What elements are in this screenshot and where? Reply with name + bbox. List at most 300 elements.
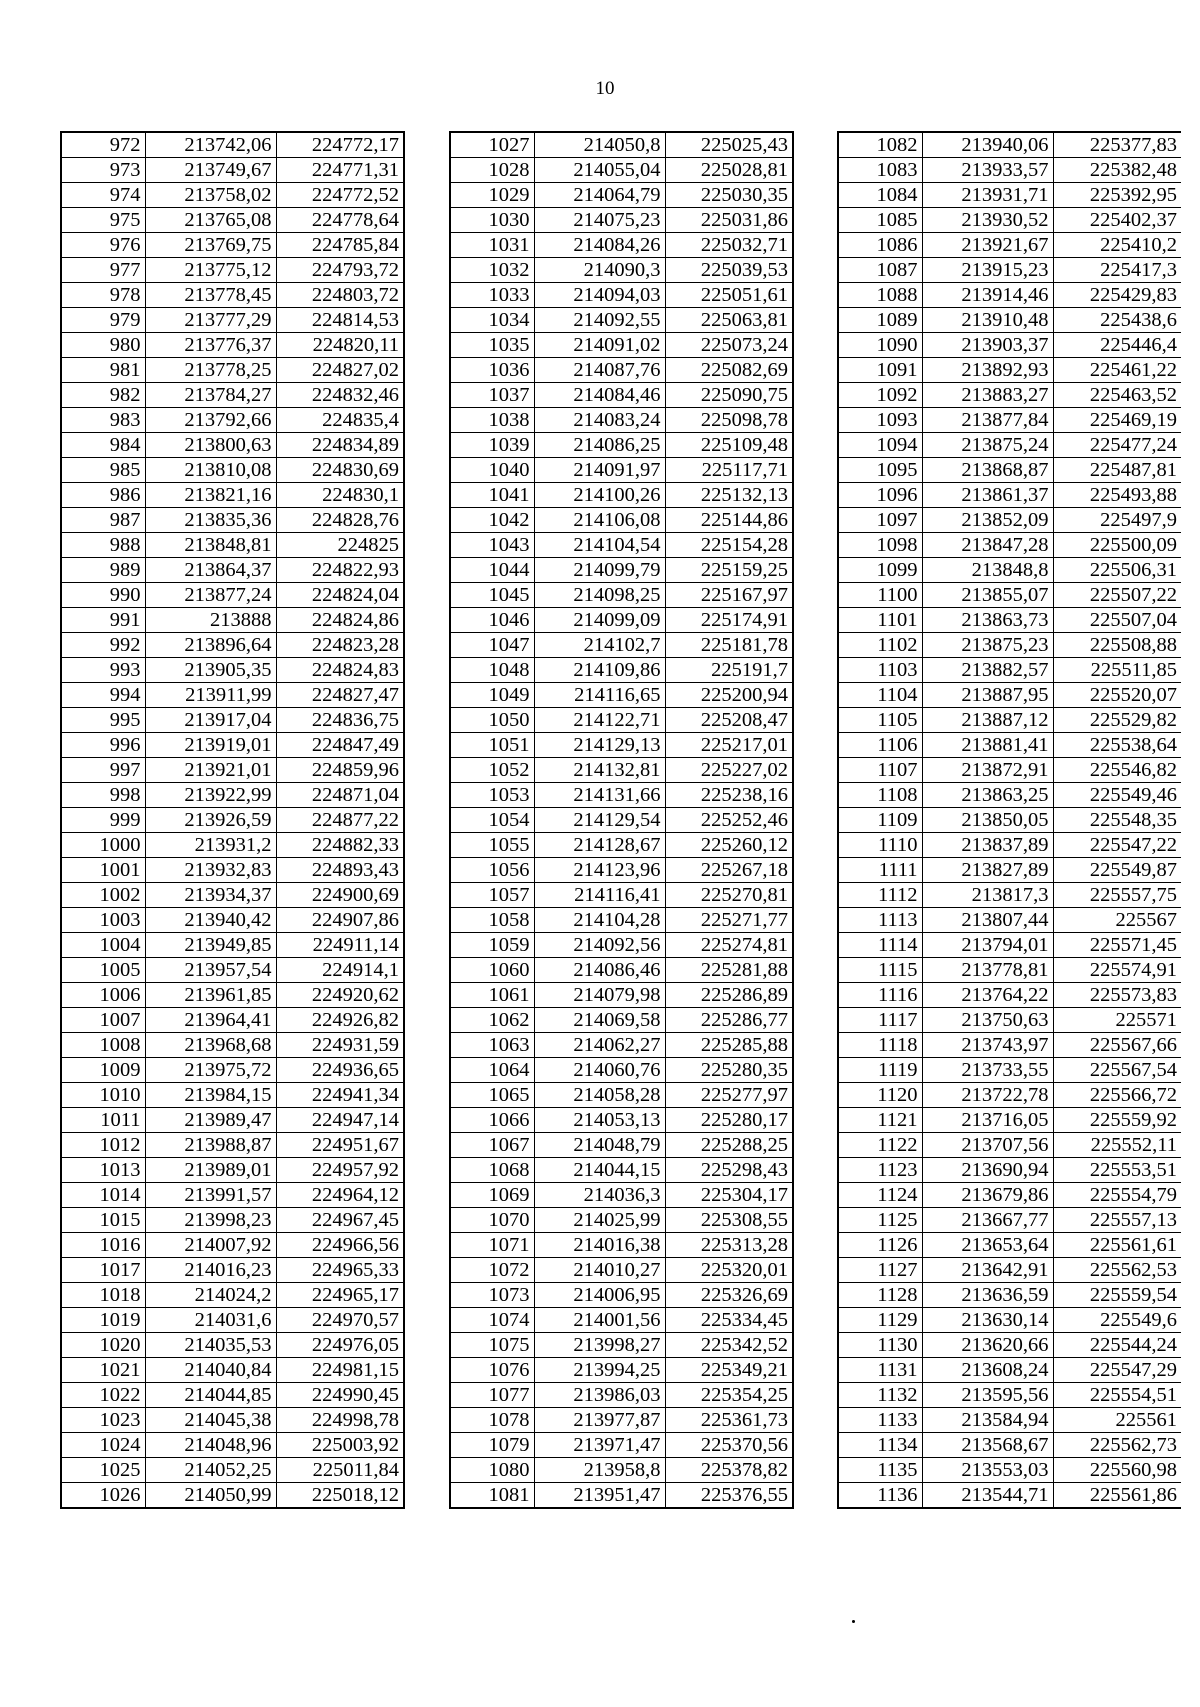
table-row (838, 407, 1181, 432)
point-number-cell: 1039 (450, 432, 534, 457)
y-coordinate-cell: 225562,73 (1053, 1433, 1181, 1458)
table-row (61, 332, 404, 357)
x-coordinate-cell: 214092,56 (534, 933, 665, 958)
point-number-cell: 1056 (450, 857, 534, 882)
table-row (61, 1333, 404, 1358)
table-row (61, 607, 404, 632)
point-number-cell: 983 (61, 407, 145, 432)
y-coordinate-cell: 225238,16 (665, 782, 793, 807)
table-row (61, 357, 404, 382)
point-number-cell: 1025 (61, 1458, 145, 1483)
table-row (450, 682, 793, 707)
table-row (61, 807, 404, 832)
y-coordinate-cell: 224825 (276, 532, 404, 557)
point-number-cell: 1023 (61, 1408, 145, 1433)
point-number-cell: 1133 (838, 1408, 922, 1433)
point-number-cell: 982 (61, 382, 145, 407)
table-row (61, 832, 404, 857)
y-coordinate-cell: 225507,22 (1053, 582, 1181, 607)
table-row (838, 382, 1181, 407)
x-coordinate-cell: 214099,79 (534, 557, 665, 582)
x-coordinate-cell: 214128,67 (534, 832, 665, 857)
x-coordinate-cell: 213776,37 (145, 332, 276, 357)
table-row (450, 1208, 793, 1233)
point-number-cell: 997 (61, 757, 145, 782)
point-number-cell: 1020 (61, 1333, 145, 1358)
point-number-cell: 1043 (450, 532, 534, 557)
point-number-cell: 981 (61, 357, 145, 382)
point-number-cell: 1087 (838, 257, 922, 282)
y-coordinate-cell: 225018,12 (276, 1483, 404, 1508)
point-number-cell: 1007 (61, 1008, 145, 1033)
point-number-cell: 1041 (450, 482, 534, 507)
point-number-cell: 1072 (450, 1258, 534, 1283)
x-coordinate-cell: 214052,25 (145, 1458, 276, 1483)
table-row (838, 182, 1181, 207)
y-coordinate-cell: 225342,52 (665, 1333, 793, 1358)
x-coordinate-cell: 213800,63 (145, 432, 276, 457)
y-coordinate-cell: 225073,24 (665, 332, 793, 357)
point-number-cell: 1117 (838, 1008, 922, 1033)
y-coordinate-cell: 224828,76 (276, 507, 404, 532)
table-row (450, 357, 793, 382)
table-row (838, 1283, 1181, 1308)
table-row (61, 1058, 404, 1083)
table-row (838, 1058, 1181, 1083)
table-row (61, 933, 404, 958)
x-coordinate-cell: 214040,84 (145, 1358, 276, 1383)
point-number-cell: 1077 (450, 1383, 534, 1408)
x-coordinate-cell: 214036,3 (534, 1183, 665, 1208)
x-coordinate-cell: 213769,75 (145, 232, 276, 257)
point-number-cell: 1134 (838, 1433, 922, 1458)
table-row (838, 1108, 1181, 1133)
point-number-cell: 1104 (838, 682, 922, 707)
y-coordinate-cell: 225090,75 (665, 382, 793, 407)
point-number-cell: 986 (61, 482, 145, 507)
table-row (450, 1108, 793, 1133)
point-number-cell: 992 (61, 632, 145, 657)
point-number-cell: 1005 (61, 958, 145, 983)
table-row (450, 582, 793, 607)
x-coordinate-cell: 214123,96 (534, 857, 665, 882)
point-number-cell: 1136 (838, 1483, 922, 1508)
x-coordinate-cell: 214006,95 (534, 1283, 665, 1308)
point-number-cell: 1014 (61, 1183, 145, 1208)
x-coordinate-cell: 214091,97 (534, 457, 665, 482)
point-number-cell: 1070 (450, 1208, 534, 1233)
y-coordinate-cell: 224941,34 (276, 1083, 404, 1108)
x-coordinate-cell: 213750,63 (922, 1008, 1053, 1033)
table-row (838, 933, 1181, 958)
x-coordinate-cell: 213903,37 (922, 332, 1053, 357)
point-number-cell: 1089 (838, 307, 922, 332)
table-row (838, 1258, 1181, 1283)
x-coordinate-cell: 213921,01 (145, 757, 276, 782)
y-coordinate-cell: 225280,35 (665, 1058, 793, 1083)
y-coordinate-cell: 225557,13 (1053, 1208, 1181, 1233)
y-coordinate-cell: 225227,02 (665, 757, 793, 782)
table-row (61, 757, 404, 782)
y-coordinate-cell: 224931,59 (276, 1033, 404, 1058)
y-coordinate-cell: 224967,45 (276, 1208, 404, 1233)
y-coordinate-cell: 225181,78 (665, 632, 793, 657)
y-coordinate-cell: 224926,82 (276, 1008, 404, 1033)
table-row (61, 557, 404, 582)
table-row (450, 507, 793, 532)
y-coordinate-cell: 225200,94 (665, 682, 793, 707)
point-number-cell: 1001 (61, 857, 145, 882)
y-coordinate-cell: 225560,98 (1053, 1458, 1181, 1483)
point-number-cell: 973 (61, 157, 145, 182)
table-row (61, 1358, 404, 1383)
x-coordinate-cell: 214025,99 (534, 1208, 665, 1233)
y-coordinate-cell: 225566,72 (1053, 1083, 1181, 1108)
point-number-cell: 1105 (838, 707, 922, 732)
y-coordinate-cell: 225497,9 (1053, 507, 1181, 532)
table-row (61, 1283, 404, 1308)
table-row (450, 1483, 793, 1508)
point-number-cell: 1054 (450, 807, 534, 832)
y-coordinate-cell: 225349,21 (665, 1358, 793, 1383)
point-number-cell: 1003 (61, 907, 145, 932)
y-coordinate-cell: 225159,25 (665, 557, 793, 582)
table-row (450, 1233, 793, 1258)
y-coordinate-cell: 225174,91 (665, 607, 793, 632)
y-coordinate-cell: 225552,11 (1053, 1133, 1181, 1158)
table-row (838, 1358, 1181, 1383)
point-number-cell: 1093 (838, 407, 922, 432)
y-coordinate-cell: 225378,82 (665, 1458, 793, 1483)
x-coordinate-cell: 214050,8 (534, 132, 665, 157)
y-coordinate-cell: 225544,24 (1053, 1333, 1181, 1358)
x-coordinate-cell: 213931,71 (922, 182, 1053, 207)
y-coordinate-cell: 225334,45 (665, 1308, 793, 1333)
x-coordinate-cell: 214116,41 (534, 882, 665, 907)
y-coordinate-cell: 224970,57 (276, 1308, 404, 1333)
x-coordinate-cell: 213892,93 (922, 357, 1053, 382)
x-coordinate-cell: 213994,25 (534, 1358, 665, 1383)
table-row (61, 1083, 404, 1108)
table-row (61, 1308, 404, 1333)
point-number-cell: 1079 (450, 1433, 534, 1458)
x-coordinate-cell: 213915,23 (922, 257, 1053, 282)
table-row (450, 832, 793, 857)
x-coordinate-cell: 214010,27 (534, 1258, 665, 1283)
table-row (838, 282, 1181, 307)
point-number-cell: 1125 (838, 1208, 922, 1233)
x-coordinate-cell: 214079,98 (534, 983, 665, 1008)
point-number-cell: 1076 (450, 1358, 534, 1383)
point-number-cell: 1051 (450, 732, 534, 757)
y-coordinate-cell: 225326,69 (665, 1283, 793, 1308)
y-coordinate-cell: 225567,66 (1053, 1033, 1181, 1058)
x-coordinate-cell: 214131,66 (534, 782, 665, 807)
y-coordinate-cell: 224836,75 (276, 707, 404, 732)
table-row (450, 307, 793, 332)
y-coordinate-cell: 225208,47 (665, 707, 793, 732)
point-number-cell: 977 (61, 257, 145, 282)
x-coordinate-cell: 213887,95 (922, 682, 1053, 707)
x-coordinate-cell: 213848,81 (145, 532, 276, 557)
point-number-cell: 1108 (838, 782, 922, 807)
point-number-cell: 1083 (838, 157, 922, 182)
table-row (450, 707, 793, 732)
x-coordinate-cell: 213630,14 (922, 1308, 1053, 1333)
point-number-cell: 1021 (61, 1358, 145, 1383)
y-coordinate-cell: 224947,14 (276, 1108, 404, 1133)
table-row (838, 557, 1181, 582)
table-row (450, 157, 793, 182)
x-coordinate-cell: 213977,87 (534, 1408, 665, 1433)
point-number-cell: 1008 (61, 1033, 145, 1058)
table-row (61, 1458, 404, 1483)
point-number-cell: 1013 (61, 1158, 145, 1183)
y-coordinate-cell: 225571,45 (1053, 933, 1181, 958)
point-number-cell: 1068 (450, 1158, 534, 1183)
table-row (450, 232, 793, 257)
point-number-cell: 1124 (838, 1183, 922, 1208)
point-number-cell: 1118 (838, 1033, 922, 1058)
x-coordinate-cell: 214122,71 (534, 707, 665, 732)
x-coordinate-cell: 214058,28 (534, 1083, 665, 1108)
point-number-cell: 1060 (450, 958, 534, 983)
point-number-cell: 1091 (838, 357, 922, 382)
x-coordinate-cell: 214086,46 (534, 958, 665, 983)
y-coordinate-cell: 224824,86 (276, 607, 404, 632)
point-number-cell: 979 (61, 307, 145, 332)
table-row (838, 1433, 1181, 1458)
point-number-cell: 1029 (450, 182, 534, 207)
x-coordinate-cell: 213584,94 (922, 1408, 1053, 1433)
y-coordinate-cell: 225574,91 (1053, 958, 1181, 983)
point-number-cell: 1115 (838, 958, 922, 983)
table-row (61, 432, 404, 457)
y-coordinate-cell: 224803,72 (276, 282, 404, 307)
table-row (838, 132, 1181, 157)
x-coordinate-cell: 213872,91 (922, 757, 1053, 782)
table-row (450, 757, 793, 782)
x-coordinate-cell: 214087,76 (534, 357, 665, 382)
table-row (61, 1108, 404, 1133)
y-coordinate-cell: 225361,73 (665, 1408, 793, 1433)
y-coordinate-cell: 225549,87 (1053, 857, 1181, 882)
x-coordinate-cell: 213931,2 (145, 832, 276, 857)
y-coordinate-cell: 225320,01 (665, 1258, 793, 1283)
y-coordinate-cell: 225270,81 (665, 882, 793, 907)
point-number-cell: 1128 (838, 1283, 922, 1308)
x-coordinate-cell: 214048,79 (534, 1133, 665, 1158)
y-coordinate-cell: 225529,82 (1053, 707, 1181, 732)
table-row (450, 457, 793, 482)
y-coordinate-cell: 225028,81 (665, 157, 793, 182)
table-row (838, 757, 1181, 782)
x-coordinate-cell: 213919,01 (145, 732, 276, 757)
point-number-cell: 1059 (450, 933, 534, 958)
table-row (61, 532, 404, 557)
table-row (61, 407, 404, 432)
table-row (838, 632, 1181, 657)
x-coordinate-cell: 213917,04 (145, 707, 276, 732)
y-coordinate-cell: 225039,53 (665, 257, 793, 282)
point-number-cell: 1030 (450, 207, 534, 232)
point-number-cell: 1090 (838, 332, 922, 357)
table-row (61, 1033, 404, 1058)
point-number-cell: 1094 (838, 432, 922, 457)
table-row (61, 732, 404, 757)
point-number-cell: 1086 (838, 232, 922, 257)
y-coordinate-cell: 224920,62 (276, 983, 404, 1008)
table-row (61, 632, 404, 657)
x-coordinate-cell: 213653,64 (922, 1233, 1053, 1258)
point-number-cell: 1049 (450, 682, 534, 707)
table-row (450, 983, 793, 1008)
point-number-cell: 1066 (450, 1108, 534, 1133)
y-coordinate-cell: 224832,46 (276, 382, 404, 407)
point-number-cell: 1100 (838, 582, 922, 607)
point-number-cell: 1053 (450, 782, 534, 807)
y-coordinate-cell: 225281,88 (665, 958, 793, 983)
table-row (838, 1483, 1181, 1508)
page-number: 10 (595, 78, 615, 99)
y-coordinate-cell: 224824,04 (276, 582, 404, 607)
point-number-cell: 1081 (450, 1483, 534, 1508)
table-row (838, 357, 1181, 382)
x-coordinate-cell: 213777,29 (145, 307, 276, 332)
y-coordinate-cell: 224871,04 (276, 782, 404, 807)
y-coordinate-cell: 225417,3 (1053, 257, 1181, 282)
table-row (450, 1058, 793, 1083)
table-row (61, 782, 404, 807)
x-coordinate-cell: 213881,41 (922, 732, 1053, 757)
point-number-cell: 1062 (450, 1008, 534, 1033)
x-coordinate-cell: 213868,87 (922, 457, 1053, 482)
point-number-cell: 1022 (61, 1383, 145, 1408)
x-coordinate-cell: 213930,52 (922, 207, 1053, 232)
y-coordinate-cell: 225549,6 (1053, 1308, 1181, 1333)
x-coordinate-cell: 213807,44 (922, 907, 1053, 932)
x-coordinate-cell: 214132,81 (534, 757, 665, 782)
point-number-cell: 1127 (838, 1258, 922, 1283)
y-coordinate-cell: 225562,53 (1053, 1258, 1181, 1283)
y-coordinate-cell: 224830,1 (276, 482, 404, 507)
y-coordinate-cell: 224820,11 (276, 332, 404, 357)
x-coordinate-cell: 214064,79 (534, 182, 665, 207)
point-number-cell: 1045 (450, 582, 534, 607)
y-coordinate-cell: 225030,35 (665, 182, 793, 207)
y-coordinate-cell: 224859,96 (276, 757, 404, 782)
y-coordinate-cell: 225382,48 (1053, 157, 1181, 182)
point-number-cell: 1004 (61, 933, 145, 958)
x-coordinate-cell: 214129,54 (534, 807, 665, 832)
x-coordinate-cell: 213961,85 (145, 983, 276, 1008)
table-row (61, 1408, 404, 1433)
y-coordinate-cell: 225557,75 (1053, 882, 1181, 907)
table-row (450, 882, 793, 907)
table-row (838, 532, 1181, 557)
point-number-cell: 998 (61, 782, 145, 807)
y-coordinate-cell: 225260,12 (665, 832, 793, 857)
point-number-cell: 1114 (838, 933, 922, 958)
x-coordinate-cell: 213922,99 (145, 782, 276, 807)
table-row (838, 1458, 1181, 1483)
x-coordinate-cell: 213817,3 (922, 882, 1053, 907)
table-row (450, 532, 793, 557)
table-row (450, 1258, 793, 1283)
table-row (450, 857, 793, 882)
point-number-cell: 1109 (838, 807, 922, 832)
y-coordinate-cell: 225098,78 (665, 407, 793, 432)
x-coordinate-cell: 214044,15 (534, 1158, 665, 1183)
x-coordinate-cell: 214109,86 (534, 657, 665, 682)
x-coordinate-cell: 214024,2 (145, 1283, 276, 1308)
table-row (450, 1333, 793, 1358)
point-number-cell: 1116 (838, 983, 922, 1008)
x-coordinate-cell: 213620,66 (922, 1333, 1053, 1358)
x-coordinate-cell: 213778,25 (145, 357, 276, 382)
y-coordinate-cell: 224893,43 (276, 857, 404, 882)
point-number-cell: 1042 (450, 507, 534, 532)
table-row (450, 1383, 793, 1408)
table-row (838, 682, 1181, 707)
y-coordinate-cell: 225288,25 (665, 1133, 793, 1158)
table-row (838, 457, 1181, 482)
y-coordinate-cell: 224914,1 (276, 958, 404, 983)
y-coordinate-cell: 225507,04 (1053, 607, 1181, 632)
table-row (61, 682, 404, 707)
x-coordinate-cell: 213775,12 (145, 257, 276, 282)
point-number-cell: 1050 (450, 707, 534, 732)
point-number-cell: 1107 (838, 757, 922, 782)
y-coordinate-cell: 225573,83 (1053, 983, 1181, 1008)
table-row (450, 382, 793, 407)
y-coordinate-cell: 225561 (1053, 1408, 1181, 1433)
x-coordinate-cell: 214100,26 (534, 482, 665, 507)
point-number-cell: 1131 (838, 1358, 922, 1383)
x-coordinate-cell: 213758,02 (145, 182, 276, 207)
x-coordinate-cell: 213888 (145, 607, 276, 632)
y-coordinate-cell: 225286,89 (665, 983, 793, 1008)
point-number-cell: 1002 (61, 882, 145, 907)
y-coordinate-cell: 225567 (1053, 907, 1181, 932)
point-number-cell: 1057 (450, 882, 534, 907)
y-coordinate-cell: 225559,54 (1053, 1283, 1181, 1308)
y-coordinate-cell: 225117,71 (665, 457, 793, 482)
point-number-cell: 1099 (838, 557, 922, 582)
point-number-cell: 1061 (450, 983, 534, 1008)
table-row (450, 1008, 793, 1033)
x-coordinate-cell: 213837,89 (922, 832, 1053, 857)
y-coordinate-cell: 224830,69 (276, 457, 404, 482)
table-row (450, 907, 793, 932)
point-number-cell: 984 (61, 432, 145, 457)
x-coordinate-cell: 213792,66 (145, 407, 276, 432)
point-number-cell: 1102 (838, 632, 922, 657)
y-coordinate-cell: 225538,64 (1053, 732, 1181, 757)
x-coordinate-cell: 213764,22 (922, 983, 1053, 1008)
x-coordinate-cell: 214031,6 (145, 1308, 276, 1333)
point-number-cell: 1000 (61, 832, 145, 857)
point-number-cell: 1052 (450, 757, 534, 782)
point-number-cell: 1101 (838, 607, 922, 632)
x-coordinate-cell: 214069,58 (534, 1008, 665, 1033)
table-row (838, 232, 1181, 257)
point-number-cell: 1073 (450, 1283, 534, 1308)
point-number-cell: 990 (61, 582, 145, 607)
point-number-cell: 1058 (450, 907, 534, 932)
y-coordinate-cell: 224957,92 (276, 1158, 404, 1183)
y-coordinate-cell: 225446,4 (1053, 332, 1181, 357)
